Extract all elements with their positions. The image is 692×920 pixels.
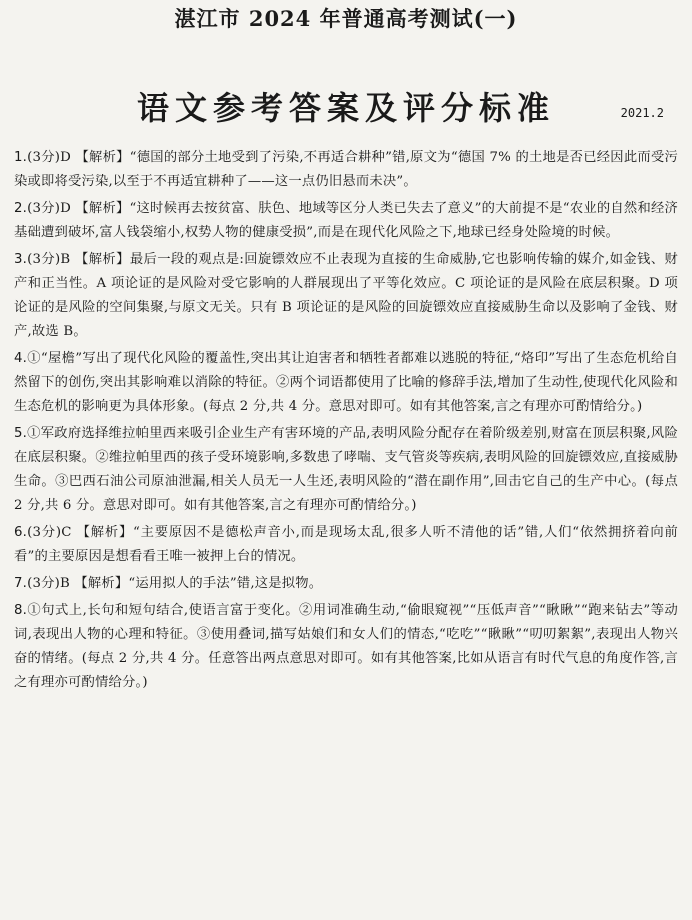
answer-item xyxy=(14,599,678,695)
answer-number: 7. xyxy=(14,576,28,591)
answer-item xyxy=(14,521,678,569)
answer-text: (3分)B 【解析】最后一段的观点是:回旋镖效应不止表现为直接的生命威胁,它也影响传输的媒介,如金钱、财产和正当性。A 项论证的是风险对受它影响的人群展现出了平等化效应。C 项论证的是风险在底层积聚。D 项论证的是风险的空间集聚,与原文无关。只有 B 项论证的是风险的回旋镖效应直接威胁生命以及影响了金钱、财产,故选 B。 xyxy=(14,252,678,339)
answer-item xyxy=(14,572,678,596)
exam-title: 湛江市 2024 年普通高考测试(一) xyxy=(174,6,518,31)
answer-text: (3分)D 【解析】“德国的部分土地受到了污染,不再适合耕种”错,原文为“德国 7% 的土地是否已经因此而受污染或即将受污染,以至于不再适宜耕种了——这一点仍旧悬而未决”。 xyxy=(14,150,678,189)
answer-text: (3分)B 【解析】“运用拟人的手法”错,这是拟物。 xyxy=(27,576,323,591)
document-title: 语文参考答案及评分标准 xyxy=(136,89,555,127)
answer-number: 8. xyxy=(14,603,28,618)
answer-text: ①“屋檐”写出了现代化风险的覆盖性,突出其让迫害者和牺牲者都难以逃脱的特征,“烙印”写出了生态危机给自然留下的创伤,突出其影响难以消除的特征。②两个词语都使用了比喻的修辞手法,增加了生动性,使现代化风险和生态危机的影响更为具体形象。(每点 2 分,共 4 分。意思对即可。如有其他答案,言之有理亦可酌情给分。) xyxy=(14,351,678,414)
answer-list xyxy=(14,146,678,698)
answer-text: ①句式上,长句和短句结合,使语言富于变化。②用词准确生动,“偷眼窥视”“压低声音”“瞅瞅”“跑来钻去”等动词,表现出人物的心理和特征。③使用叠词,描写姑娘们和女人们的情态,“吃吃”“瞅瞅”“叨叨絮絮”,表现出人物兴奋的情绪。(每点 2 分,共 4 分。任意答出两点意思对即可。如有其他答案,比如从语言有时代气息的角度作答,言之有理亦可酌情给分。) xyxy=(14,603,678,690)
answer-number: 3. xyxy=(14,252,28,267)
answer-item xyxy=(14,197,678,245)
answer-text: (3分)C 【解析】“主要原因不是德松声音小,而是现场太乱,很多人听不清他的话”错,人们“依然拥挤着向前看”的主要原因是想看看王唯一被押上台的情况。 xyxy=(14,525,678,564)
answer-text: (3分)D 【解析】“这时候再去按贫富、肤色、地域等区分人类已失去了意义”的大前提不是“农业的自然和经济基础遭到破坏,富人钱袋缩小,权势人物的健康受损”,而是在现代化风险之下,地球已经身处险境的时候。 xyxy=(14,201,678,240)
answer-item xyxy=(14,422,678,518)
answer-item xyxy=(14,347,678,419)
answer-number: 2. xyxy=(14,201,28,216)
answer-number: 4. xyxy=(14,351,28,366)
answer-number: 1. xyxy=(14,150,28,165)
answer-number: 6. xyxy=(14,525,28,540)
answer-text: ①军政府选择维拉帕里西来吸引企业生产有害环境的产品,表明风险分配存在着阶级差别,财富在顶层积聚,风险在底层积聚。②维拉帕里西的孩子受环境影响,多数患了哮喘、支气管炎等疾病,表明风险的回旋镖效应,直接威胁生命。③巴西石油公司原油泄漏,相关人员无一人生还,表明风险的“潜在副作用”,回击它自己的生产中心。(每点 2 分,共 6 分。意思对即可。如有其他答案,言之有理亦可酌情给分。) xyxy=(14,426,678,513)
answer-number: 5. xyxy=(14,426,28,441)
answer-item xyxy=(14,248,678,344)
answer-item xyxy=(14,146,678,194)
document-date: 2021.2 xyxy=(620,106,664,120)
